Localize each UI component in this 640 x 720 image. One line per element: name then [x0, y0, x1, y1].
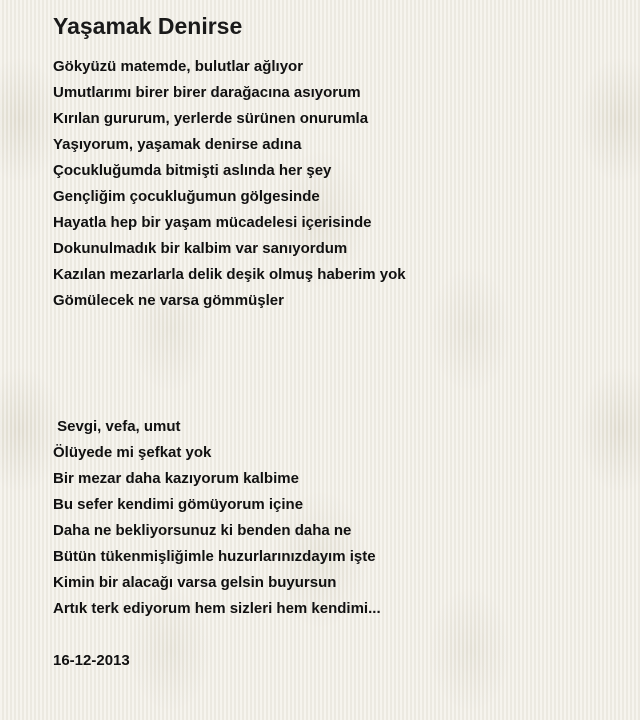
poem-line: Gençliğim çocukluğumun gölgesinde — [53, 188, 320, 205]
poem-line: Ölüyede mi şefkat yok — [53, 444, 212, 461]
poem-stanza-2 — [53, 414, 613, 622]
poem-line: Daha ne bekliyorsunuz ki benden daha ne — [53, 522, 352, 539]
poem-title: Yaşamak Denirse — [53, 13, 243, 39]
poem-line: Kırılan gururum, yerlerde sürünen onurumla — [53, 110, 369, 127]
poem-container — [53, 12, 613, 674]
poem-line: Yaşıyorum, yaşamak denirse adına — [53, 136, 302, 153]
poem-line: Artık terk ediyorum hem sizleri hem kendimi... — [53, 600, 381, 617]
poem-line: Sevgi, vefa, umut — [53, 418, 181, 435]
poem-line: Hayatla hep bir yaşam mücadelesi içerisinde — [53, 214, 372, 231]
poem-line: Bu sefer kendimi gömüyorum içine — [53, 496, 304, 513]
poem-date: 16-12-2013 — [53, 652, 130, 669]
poem-line: Umutlarımı birer birer darağacına asıyorum — [53, 84, 361, 101]
poem-line: Bir mezar daha kazıyorum kalbime — [53, 470, 299, 487]
poem-line: Gömülecek ne varsa gömmüşler — [53, 292, 284, 309]
poem-line: Kimin bir alacağı varsa gelsin buyursun — [53, 574, 337, 591]
poem-line: Bütün tükenmişliğimle huzurlarınızdayım işte — [53, 548, 376, 565]
poem-line: Kazılan mezarlarla delik deşik olmuş haberim yok — [53, 266, 406, 283]
poem-line: Gökyüzü matemde, bulutlar ağlıyor — [53, 58, 304, 75]
poem-line: Dokunulmadık bir kalbim var sanıyordum — [53, 240, 348, 257]
poem-stanza-1 — [53, 54, 613, 314]
poem-line: Çocukluğumda bitmişti aslında her şey — [53, 162, 332, 179]
